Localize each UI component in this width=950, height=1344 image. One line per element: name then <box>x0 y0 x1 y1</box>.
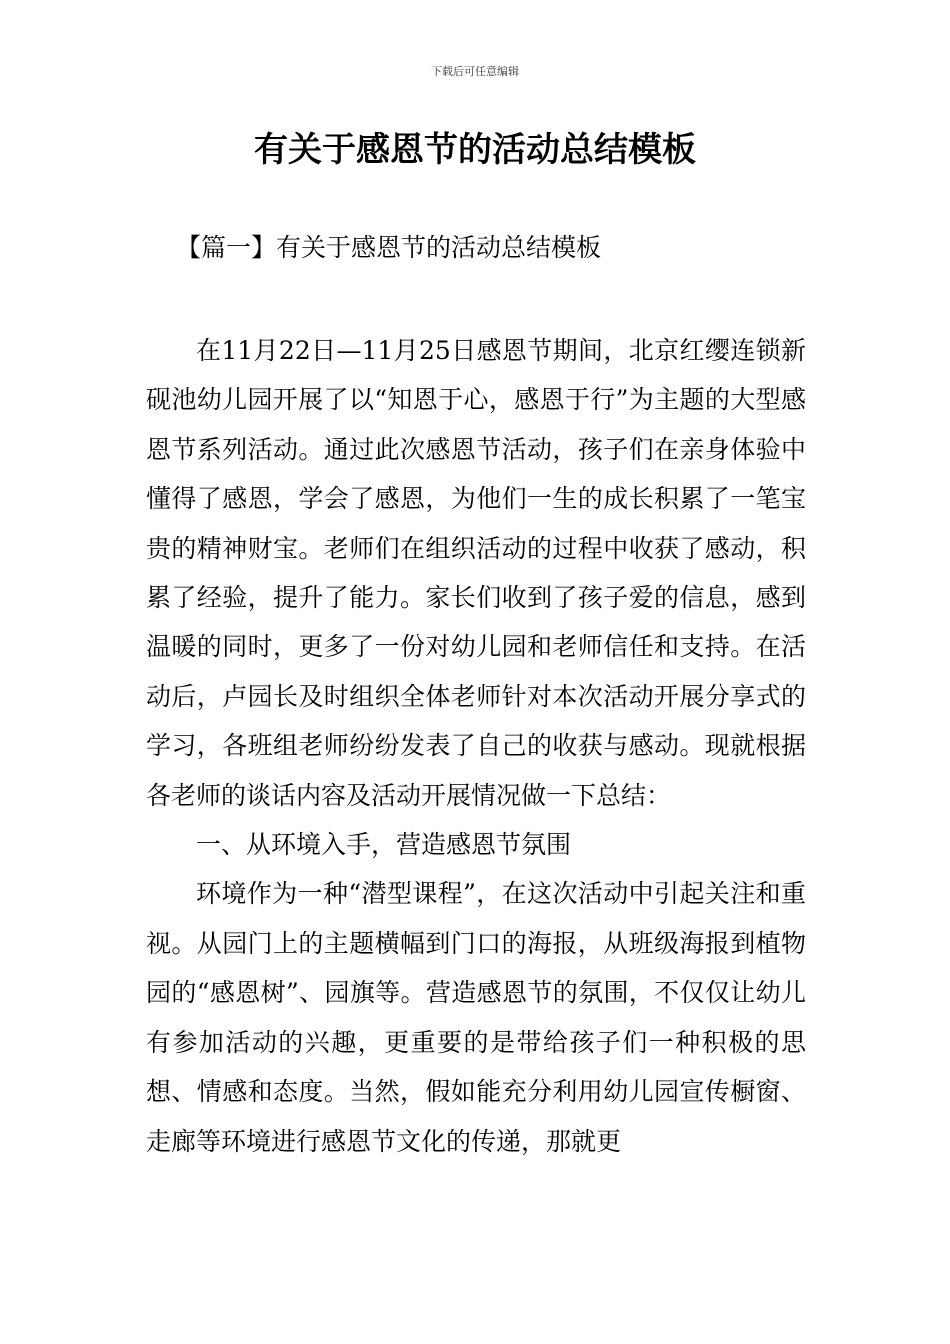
document-body <box>146 326 806 1166</box>
header-note: 下载后可任意编辑 <box>431 65 519 78</box>
document-title: 有关于感恩节的活动总结模板 <box>254 130 696 170</box>
section-heading: 【篇一】有关于感恩节的活动总结模板 <box>176 233 602 262</box>
paragraph-subheading-environment: 一、从环境入手，营造感恩节氛围 <box>196 830 572 860</box>
paragraph-intro: 在11月22日—11月25日感恩节期间，北京红缨连锁新砚池幼儿园开展了以“知恩于心，感恩于行”为主题的大型感恩节系列活动。通过此次感恩节活动，孩子们在亲身体验中懂得了感恩，学会了感恩，为他们一生的成长积累了一笔宝贵的精神财宝。老师们在组织活动的过程中收获了感动，积累了经验，提升了能力。家长们收到了孩子爱的信息，感到温暖的同时，更多了一份对幼儿园和老师信任和支持。在活动后，卢园长及时组织全体老师针对本次活动开展分享式的学习，各班组老师纷纷发表了自己的收获与感动。现就根据各老师的谈话内容及活动开展情况做一下总结： <box>146 336 806 810</box>
paragraph-environment: 环境作为一种“潜型课程”，在这次活动中引起关注和重视。从园门上的主题横幅到门口的海报，从班级海报到植物园的“感恩树”、园旗等。营造感恩节的氛围，不仅仅让幼儿有参加活动的兴趣，更重要的是带给孩子们一种积极的思想、情感和态度。当然，假如能充分利用幼儿园宣传橱窗、走廊等环境进行感恩节文化的传递，那就更 <box>146 879 806 1156</box>
